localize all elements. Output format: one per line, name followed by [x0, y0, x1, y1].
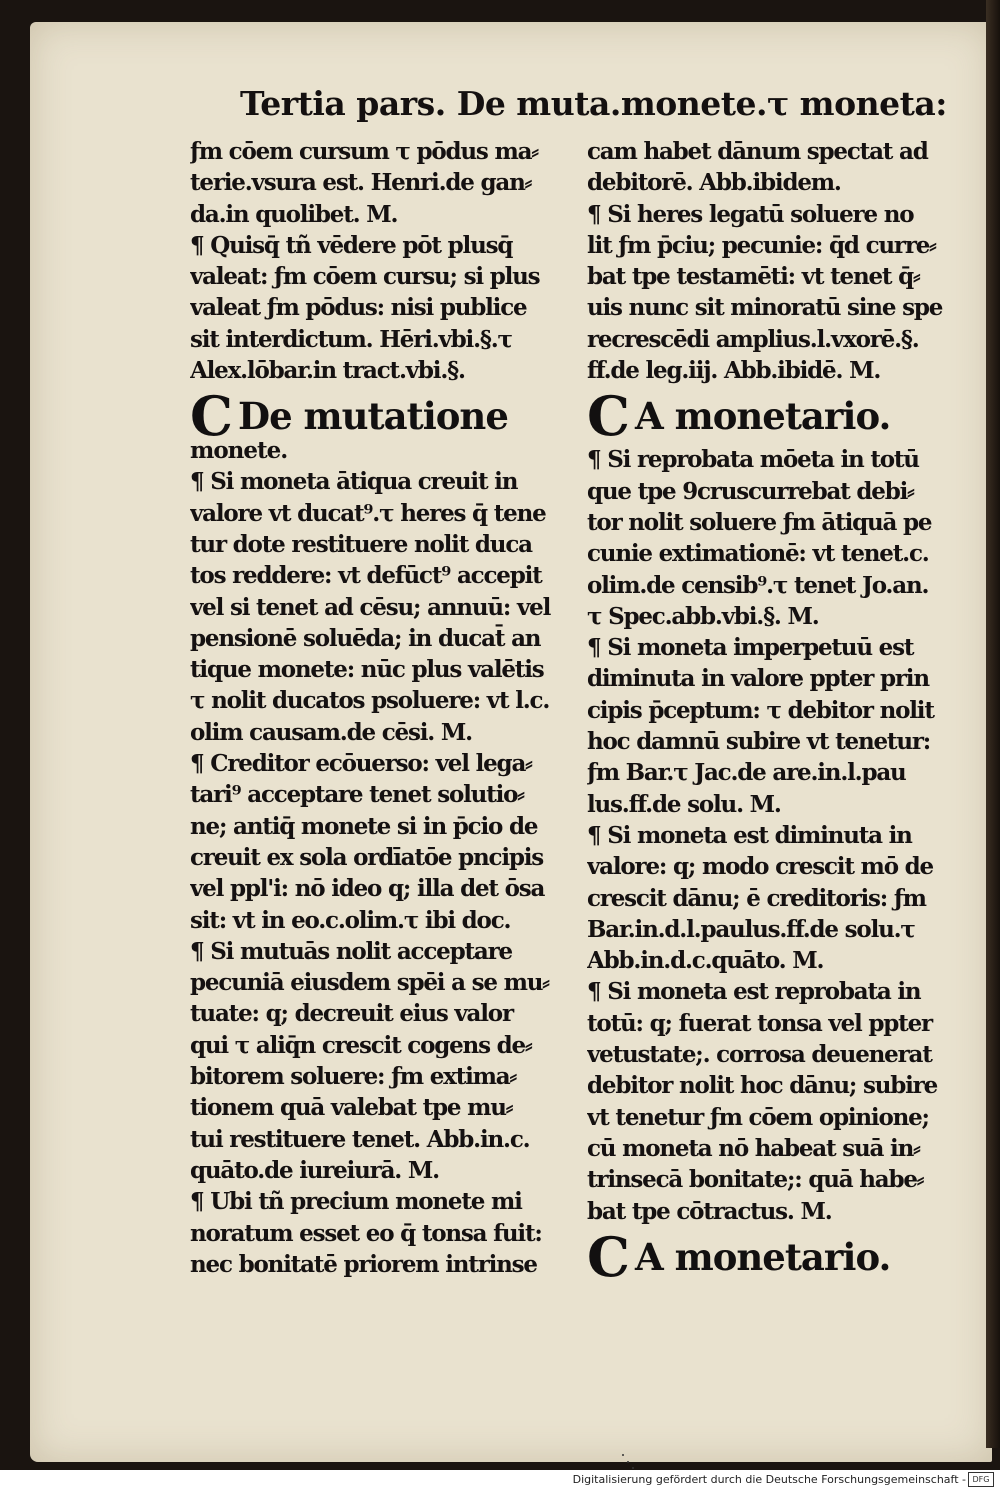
dropcap: C: [587, 384, 629, 449]
text-line: bat tpe testamēti: vt tenet q̄⸗: [587, 263, 920, 291]
text-line: creuit ex sola ordīatōe pncipis: [190, 843, 544, 871]
page-heading: Tertia pars. De muta.monete.τ moneta:: [240, 84, 947, 123]
left-column-text-top: [190, 136, 588, 386]
text-line: ¶ Si mutuās nolit acceptare: [190, 937, 512, 965]
text-line: diminuta in valore ppter prin: [587, 665, 929, 693]
text-line: totū: q; fuerat tonsa vel ppter: [587, 1009, 932, 1037]
right-column: [587, 136, 985, 1289]
section-title-text: De mutatione: [237, 394, 508, 439]
section-title-text: A monetario.: [634, 394, 891, 439]
funding-credit: Digitalisierung gefördert durch die Deutsche Forschungsgemeinschaft -: [572, 1473, 966, 1486]
text-line: tui restituere tenet. Abb.in.c.: [190, 1125, 530, 1153]
text-line: bitorem soluere: ƒm extima⸗: [190, 1063, 516, 1091]
text-line: ¶ Si heres legatū soluere no: [587, 200, 914, 228]
text-line: cipis p̄ceptum: τ debitor nolit: [587, 696, 934, 724]
text-line: noratum esset eo q̄ tonsa fuit:: [190, 1219, 542, 1247]
text-line: Bar.in.d.l.paulus.ff.de solu.τ: [587, 915, 915, 943]
page-edge-shadow: [986, 0, 1000, 1448]
text-line: ¶ Si moneta imperpetuū est: [587, 634, 914, 662]
text-line: sit interdictum. Hēri.vbi.§.τ: [190, 325, 512, 353]
text-line: uis nunc sit minoratū sine spe: [587, 294, 943, 322]
text-line: vel ppl'i: nō ideo q; illa det ōsa: [190, 875, 545, 903]
text-line: ¶ Si moneta est diminuta in: [587, 821, 912, 849]
text-line: terie.vsura est. Henri.de gan⸗: [190, 169, 532, 197]
text-line: sit: vt in eo.c.olim.τ ibi doc.: [190, 906, 511, 934]
right-column-text-bottom: [587, 444, 985, 1226]
text-line: ¶ Si reprobata mōeta in totū: [587, 446, 919, 474]
text-line: da.in quolibet. M.: [190, 200, 398, 228]
text-line: vetustate;. corrosa deuenerat: [587, 1041, 932, 1069]
text-line: valore vt ducat⁹.τ heres q̄ tene: [190, 499, 546, 527]
text-line: olim causam.de cēsi. M.: [190, 718, 472, 746]
text-line: ƒm Bar.τ Jac.de are.in.l.pau: [587, 759, 906, 787]
text-line: hoc damnū subire vt tenetur:: [587, 728, 931, 756]
footer-bar: [0, 1470, 1000, 1489]
text-line: ff.de leg.iij. Abb.ibidē. M.: [587, 357, 881, 385]
text-line: ¶ Creditor ecōuerso: vel lega⸗: [190, 750, 532, 778]
text-line: ƒm cōem cursum τ pōdus ma⸗: [190, 138, 538, 165]
text-line: tos reddere: vt defūct⁹ accepit: [190, 562, 542, 590]
book-page: [30, 22, 992, 1462]
dropcap: C: [587, 1224, 629, 1289]
text-line: tionem quā valebat tpe mu⸗: [190, 1094, 513, 1122]
dropcap: C: [190, 384, 232, 449]
text-line: ne; antiq̄ monete si in p̄cio de: [190, 812, 538, 840]
text-line: tique monete: nūc plus valētis: [190, 656, 544, 684]
text-line: recrescēdi amplius.l.vxorē.§.: [587, 325, 919, 353]
text-line: debitor nolit hoc dānu; subire: [587, 1072, 938, 1100]
text-line: cunie extimationē: vt tenet.c.: [587, 540, 929, 568]
text-line: trinsecā bonitate;: quā habe⸗: [587, 1166, 924, 1194]
text-line: vt tenetur ƒm cōem opinione;: [587, 1103, 929, 1131]
text-line: lit ƒm p̄ciu; pecunie: q̄d curre⸗: [587, 231, 936, 259]
right-column-text-top: [587, 136, 985, 386]
text-line: valeat: ƒm cōem cursu; si plus: [190, 263, 540, 291]
text-line: tari⁹ acceptare tenet solutio⸗: [190, 781, 524, 809]
left-column: [190, 136, 588, 1280]
section-title-a-monetario: [587, 384, 985, 449]
text-line: τ nolit ducatos psoluere: vt l.c.: [190, 687, 550, 715]
text-line: crescit dānu; ē creditoris: ƒm: [587, 884, 926, 912]
section-subtitle: monete.: [190, 437, 288, 465]
text-line: pecuniā eiusdem spēi a se mu⸗: [190, 969, 549, 997]
text-line: ¶ Quisq̄ tñ vēdere pōt plusq̄: [190, 231, 513, 259]
text-line: lus.ff.de solu. M.: [587, 790, 781, 818]
text-line: bat tpe cōtractus. M.: [587, 1197, 832, 1225]
text-line: quāto.de iureiurā. M.: [190, 1156, 439, 1184]
text-line: cam habet dānum spectat ad: [587, 138, 928, 165]
text-line: cū moneta nō habeat suā in⸗: [587, 1134, 920, 1162]
text-line: ¶ Si moneta est reprobata in: [587, 978, 921, 1006]
text-line: ¶ Si moneta ātiqua creuit in: [190, 468, 518, 496]
dfg-logo: DFG: [968, 1472, 994, 1487]
text-line: qui τ aliq̄n crescit cogens de⸗: [190, 1031, 532, 1059]
text-line: que tpe 9cruscurrebat debi⸗: [587, 477, 914, 505]
text-line: Alex.lōbar.in tract.vbi.§.: [190, 357, 465, 385]
text-line: Abb.in.d.c.quāto. M.: [587, 947, 824, 975]
text-line: nec bonitatē priorem intrinse: [190, 1250, 537, 1278]
text-line: tur dote restituere nolit duca: [190, 530, 532, 558]
left-column-text-bottom: [190, 466, 588, 1280]
text-line: pensionē soluēda; in ducat̄ an: [190, 624, 541, 652]
text-line: ¶ Ubi tñ precium monete mi: [190, 1188, 522, 1216]
text-line: valeat ƒm pōdus: nisi publice: [190, 294, 527, 322]
text-line: τ Spec.abb.vbi.§. M.: [587, 602, 819, 630]
section-title-text: A monetario.: [634, 1234, 891, 1279]
paper-specks: [620, 1452, 640, 1472]
section-title-a-monetario-2: [587, 1224, 985, 1289]
text-line: olim.de censib⁹.τ tenet Jo.an.: [587, 571, 929, 599]
text-line: debitorē. Abb.ibidem.: [587, 169, 841, 197]
text-line: vel si tenet ad cēsu; annuū: vel: [190, 593, 551, 621]
text-line: valore: q; modo crescit mō de: [587, 853, 933, 881]
text-line: tor nolit soluere ƒm ātiquā pe: [587, 508, 932, 536]
text-line: tuate: q; decreuit eius valor: [190, 1000, 513, 1028]
